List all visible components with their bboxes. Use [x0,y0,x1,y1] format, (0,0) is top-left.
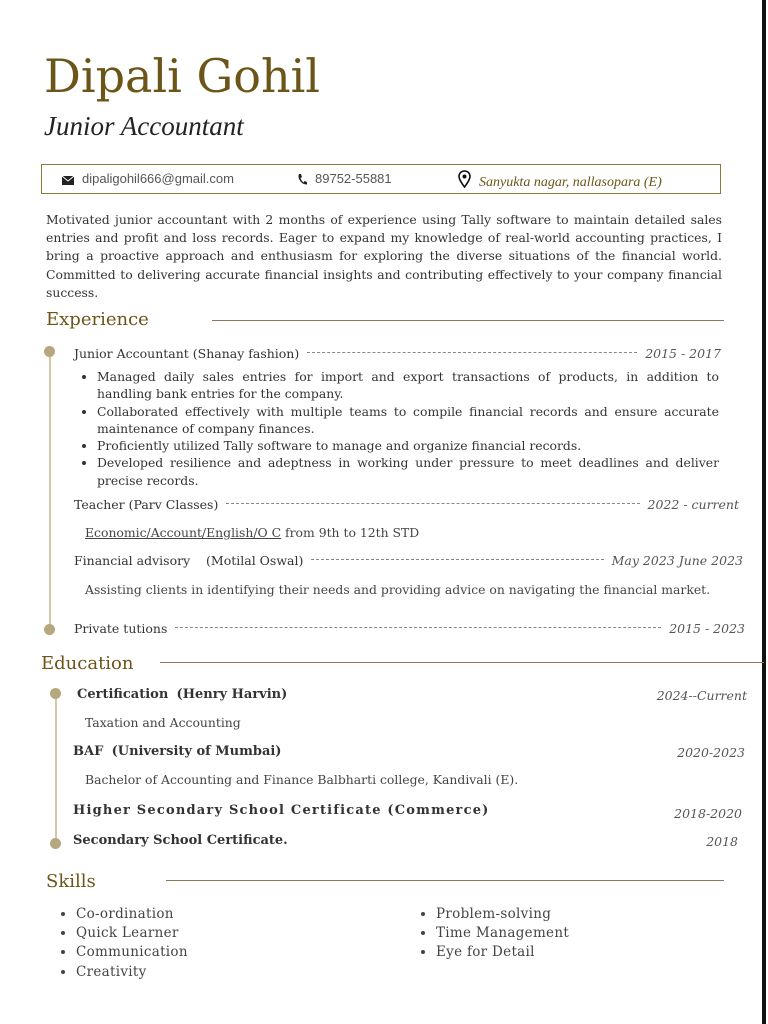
email-text: dipaligohil666@gmail.com [82,171,234,186]
skills-heading: Skills [46,871,96,892]
list-item: • Proficiently utilized Tally software to manage and organize financial records. [97,437,719,454]
phone-icon [298,174,307,185]
location-text: Sanyukta nagar, nallasopara (E) [479,175,662,190]
job-title-text: Private tutions [74,621,168,636]
skills-list-left [46,905,188,982]
contact-bar [41,164,721,194]
job-date: 2015 - 2017 [645,346,721,361]
list-item: • Quick Learner [76,924,188,943]
job-description [85,525,419,540]
job-title-text: Teacher (Parv Classes) [74,497,219,512]
education-title [73,744,281,759]
list-item: • Communication [76,943,188,962]
page-edge-bar [762,0,766,1024]
map-pin-icon [458,170,471,188]
job-entry-title [74,346,721,361]
education-date: 2024--Current [656,688,747,703]
education-timeline [55,695,57,843]
contact-phone[interactable] [298,171,392,186]
list-item: • Collaborated effectively with multiple teams to compile financial records and ensure accurate maintenance of company finances. [97,403,719,438]
timeline-dot [44,624,55,635]
education-title [77,687,287,702]
experience-timeline [49,354,51,630]
list-item: • Developed resilience and adeptness in working under pressure to meet deadlines and deliver precise records. [97,454,719,489]
education-date: 2020-2023 [677,745,745,760]
job-description: Assisting clients in identifying their needs and providing advice on navigating the financial market. [85,582,711,597]
list-item: • Creativity [76,963,188,982]
job-bullet-list [74,368,719,489]
job-entry-title [74,553,743,568]
candidate-name: Dipali Gohil [44,49,320,103]
skills-list-right [406,905,569,963]
education-title: Higher Secondary School Certificate (Commerce) [73,803,490,818]
job-date: May 2023 June 2023 [611,553,743,568]
job-date: 2015 - 2023 [669,621,745,636]
education-date: 2018 [706,834,738,849]
education-divider [160,662,764,663]
institution-name: (Henry Harvin) [176,687,288,702]
job-title-text: Financial advisory (Motilal Oswal) [74,553,304,568]
list-item: • Managed daily sales entries for import and export transactions of products, in addition to handling bank entries for the company. [97,368,719,403]
list-item: • Time Management [436,924,569,943]
experience-heading: Experience [46,309,149,330]
credential-name: BAF [73,744,104,759]
experience-divider [212,320,724,321]
education-title: Secondary School Certificate. [73,833,288,848]
education-description: Bachelor of Accounting and Finance Balbharti college, Kandivali (E). [85,772,519,787]
list-item: • Eye for Detail [436,943,569,962]
education-description: Taxation and Accounting [85,715,241,730]
grade-range-text: from 9th to 12th STD [281,525,420,540]
contact-location [458,170,662,191]
job-entry-title [74,621,745,636]
education-date: 2018-2020 [674,806,742,821]
job-date: 2022 - current [647,497,739,512]
institution-name: (University of Mumbai) [111,744,282,759]
envelope-icon [62,176,74,185]
subjects-text: Economic/Account/English/O C [85,525,282,540]
timeline-dot [44,346,55,357]
phone-text: 89752-55881 [315,171,392,186]
education-heading: Education [41,653,134,674]
skills-divider [166,880,724,881]
profile-summary: Motivated junior accountant with 2 months of experience using Tally software to maintain detailed sales entries and profit and loss records. Eager to expand my knowledge of real-world accounting practices, I bring a proactive approach and enthusiasm for exploring the diverse situations of the financial world. Committed to delivering accurate financial insights and contributing effectively to your company financial success. [46,212,722,300]
credential-name: Certification [77,687,169,702]
contact-email[interactable] [62,171,234,186]
timeline-dot [50,688,61,699]
list-item: • Problem-solving [436,905,569,924]
list-item: • Co-ordination [76,905,188,924]
timeline-dot [50,838,61,849]
job-title: Junior Accountant [44,111,244,141]
job-title-text: Junior Accountant (Shanay fashion) [74,346,300,361]
job-entry-title [74,497,739,512]
